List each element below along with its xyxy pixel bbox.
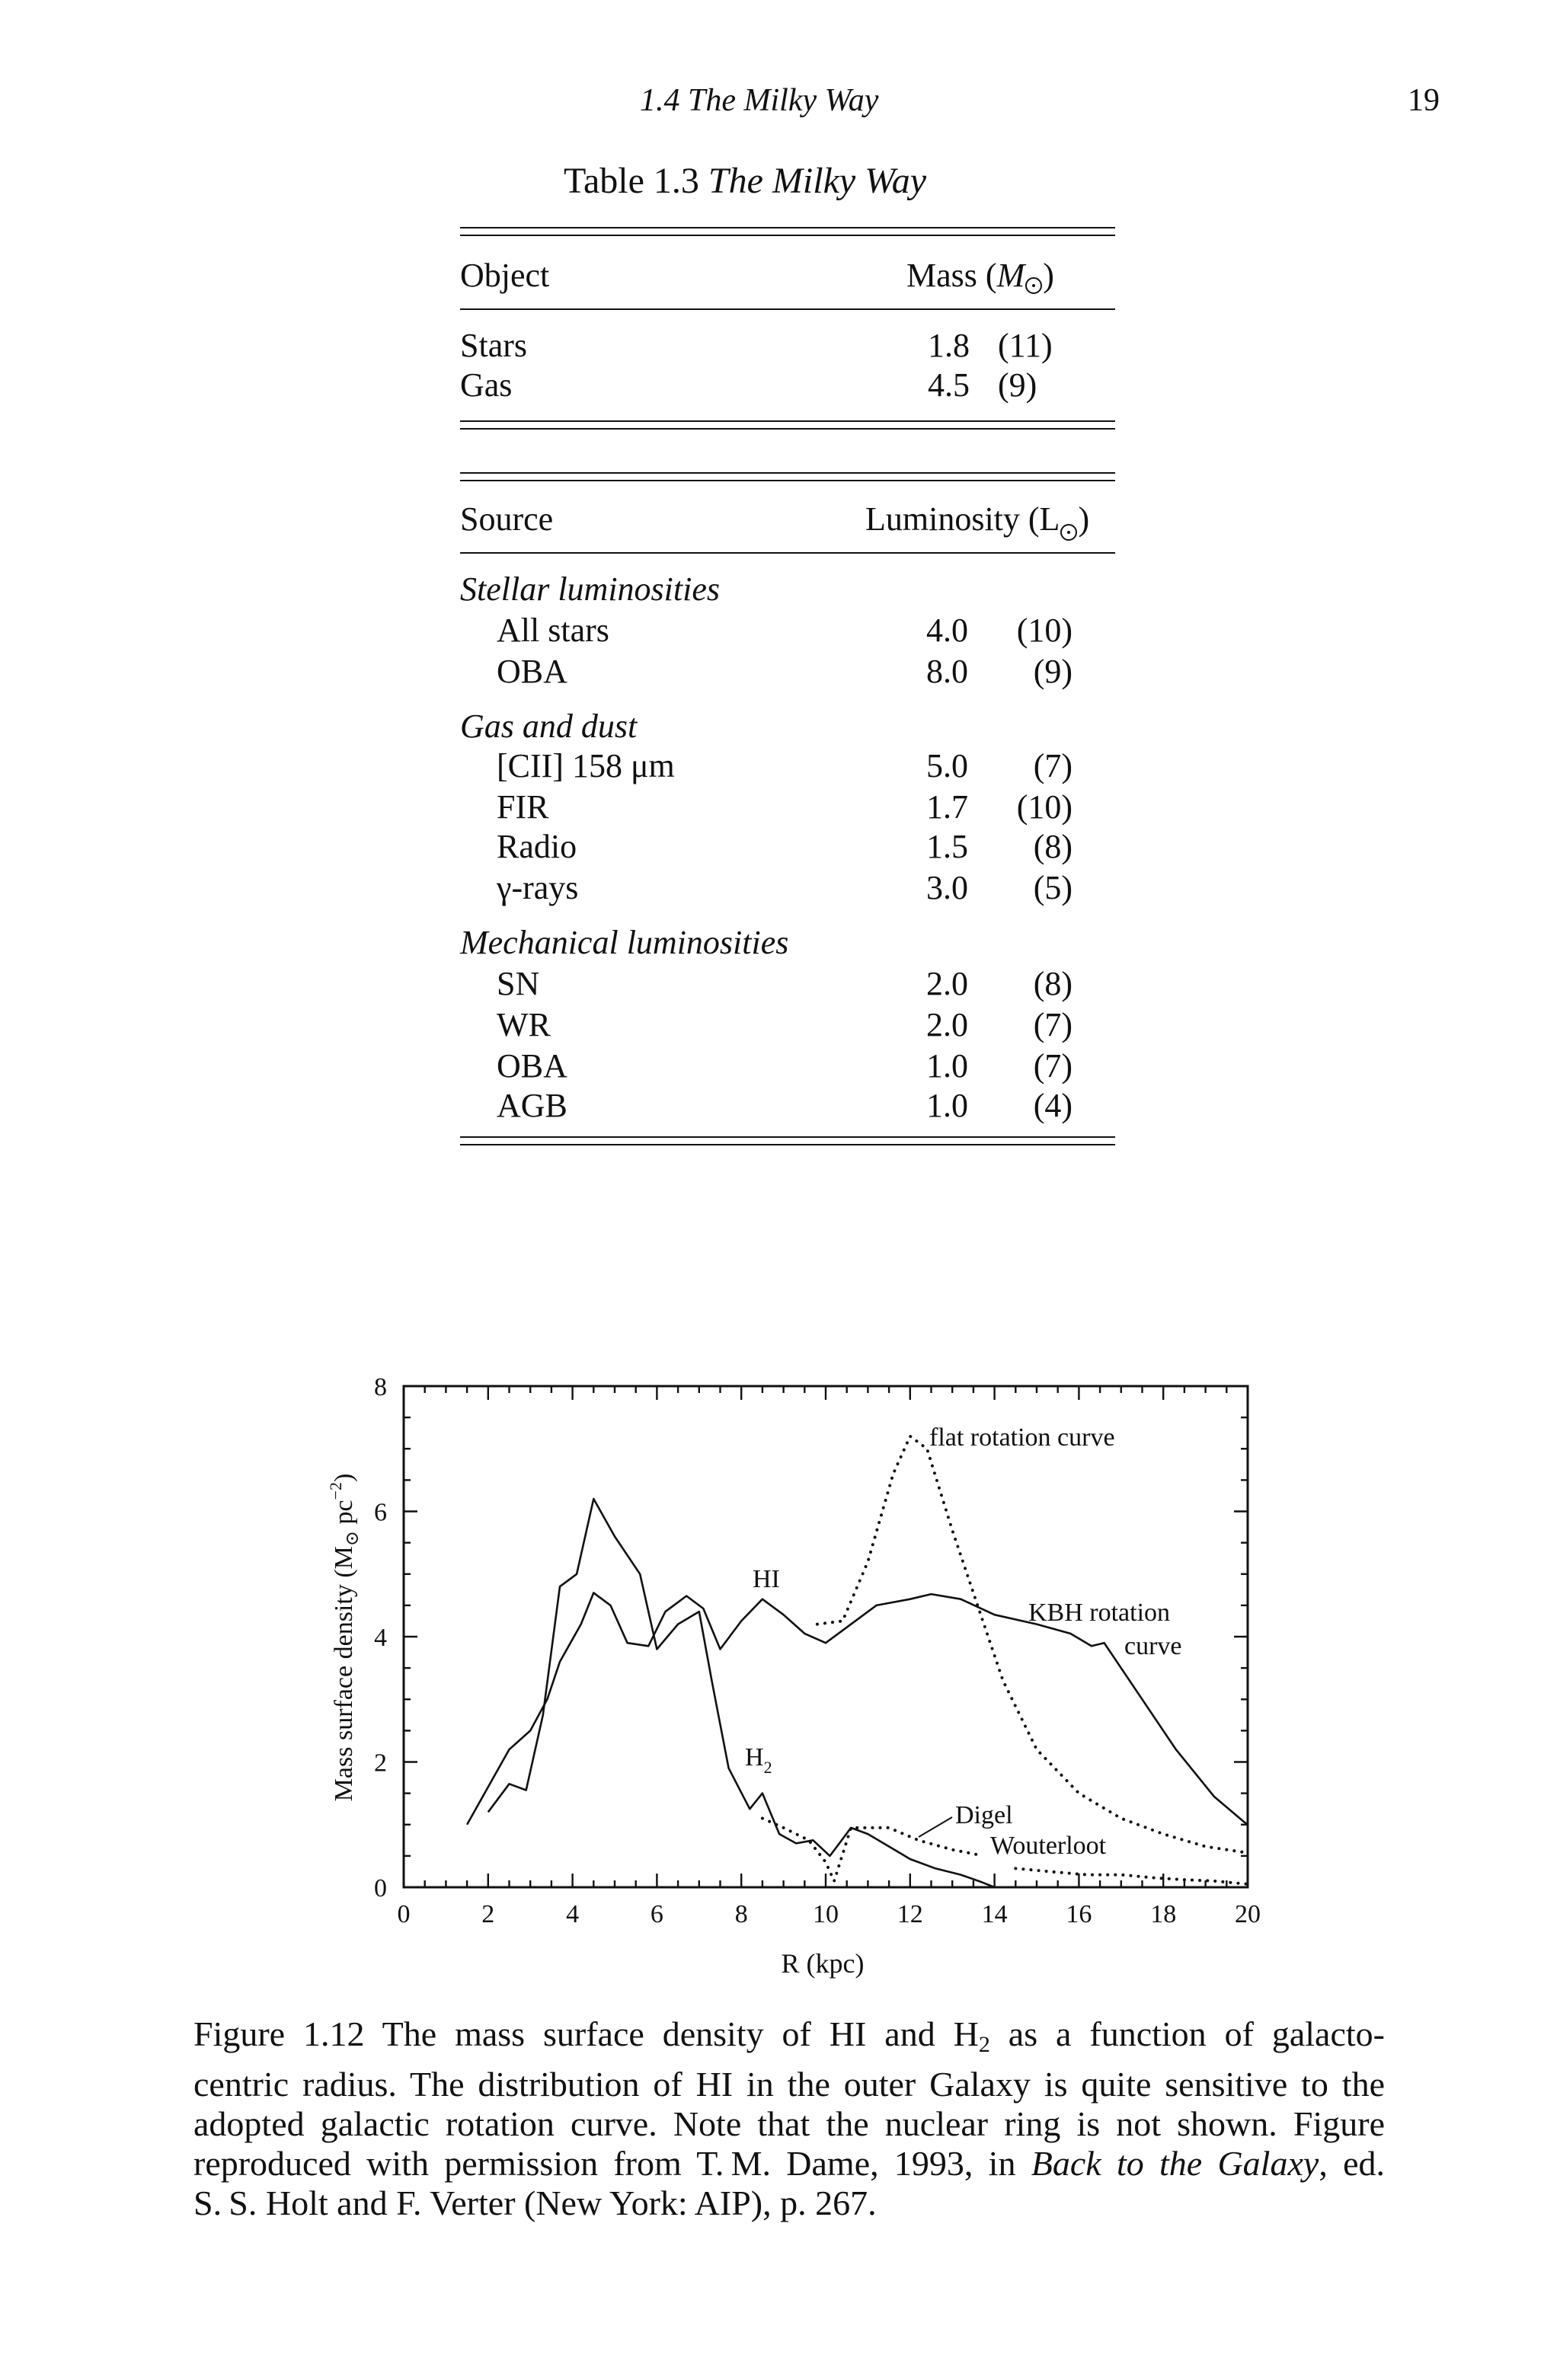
lum-col-source: Source [460,500,554,538]
y-axis-label-prefix: Mass surface density (M [330,1546,358,1802]
x-tick-label: 18 [1150,1900,1177,1928]
x-tick-label: 4 [566,1900,580,1928]
lum-group-title: Gas and dust [460,708,638,745]
table-name: The Milky Way [708,161,927,201]
lum-row-value: 2.0 [926,1006,968,1043]
sun-symbol-icon [1060,524,1077,541]
mass-row-name: Stars [460,327,527,364]
lum-rule-bottom-2 [460,1144,1115,1145]
y-axis-label-close: ) [330,1473,358,1482]
y-tick-label: 6 [374,1498,387,1527]
mass-row-exp: (9) [998,366,1037,404]
lum-row-name: OBA [497,1047,567,1085]
lum-row-exp: (7) [1033,1047,1072,1085]
y-axis-label-sun: ⊙ [343,1531,363,1547]
table-label: Table 1.3 [564,161,699,201]
lum-row-value: 8.0 [926,653,968,690]
lum-row-exp: (7) [1033,1006,1072,1043]
lum-row-name: OBA [497,653,567,690]
lum-row-name: γ-rays [497,869,579,906]
x-tick-label: 2 [481,1900,495,1928]
mass-density-chart [0,1340,1560,2011]
annotation-wouterloot: Wouterloot [990,1832,1107,1860]
lum-group-title: Mechanical luminosities [460,924,789,961]
y-tick-label: 2 [374,1749,387,1778]
lum-row-name: WR [497,1006,551,1043]
table-title [564,160,926,202]
table-rule-top-1 [460,227,1115,228]
x-tick-label: 0 [397,1900,411,1928]
x-tick-label: 8 [734,1900,748,1928]
series-h2-wouterloot [1015,1868,1248,1884]
chart-series [467,1436,1248,1887]
mass-row-value: 4.5 [928,366,970,404]
mass-row-value: 1.8 [928,327,970,364]
table-rule-header [460,308,1115,310]
x-tick-label: 6 [650,1900,663,1928]
lum-row-exp: (10) [1016,612,1072,649]
running-header-section: 1.4 The Milky Way [640,83,879,118]
lum-row-name: All stars [497,612,609,649]
axis-ticks [404,1386,1248,1887]
lum-row-value: 4.0 [926,612,968,649]
y-axis-label [326,1474,363,1802]
lum-row-exp: (9) [1033,653,1072,690]
page-number: 19 [1408,83,1440,118]
series-hi-flat-rotation-curve [817,1436,1248,1853]
lum-rule-bottom-1 [460,1136,1115,1138]
plot-frame [404,1386,1248,1887]
figure-caption [193,2014,1385,2223]
lum-group-title: Stellar luminosities [460,570,720,608]
lum-row-value: 3.0 [926,869,968,906]
x-tick-label: 16 [1066,1900,1092,1928]
lum-row-value: 1.5 [926,828,968,865]
lum-row-exp: (10) [1016,788,1072,826]
x-tick-label: 10 [813,1900,839,1928]
annotation-hi: HI [753,1565,780,1593]
annotation-h2: $H_2$ [745,1743,772,1777]
annotation-kbh-2: curve [1124,1632,1182,1660]
lum-row-value: 1.0 [926,1087,968,1124]
lum-row-name: FIR [497,788,549,826]
lum-row-name: AGB [497,1087,567,1124]
caption-line: Figure 1.12 The mass surface density of HI and $H_2$ as a function of galacto- [193,2014,1385,2057]
x-tick-label: 14 [981,1900,1008,1928]
lum-row-exp: (8) [1033,828,1072,865]
caption-line: adopted galactic rotation curve. Note that the nuclear ring is not shown. Figure [193,2104,1385,2143]
caption-line: centric radius. The distribution of HI in the outer Galaxy is quite sensitive to the [193,2065,1385,2104]
x-axis-label: R (kpc) [781,1948,865,1979]
y-tick-label: 8 [374,1373,387,1401]
lum-rule-header [460,552,1115,554]
lum-row-name: SN [497,965,540,1002]
sun-symbol-icon [1025,277,1042,294]
y-tick-label: 4 [374,1624,387,1652]
table-rule-bottom-1 [460,420,1115,422]
table-rule-top-2 [460,235,1115,236]
annotation-flat-rotation: flat rotation curve [929,1423,1115,1452]
lum-row-value: 1.7 [926,788,968,826]
lum-rule-top-1 [460,472,1115,474]
x-tick-label: 20 [1235,1900,1261,1928]
lum-row-value: 5.0 [926,747,968,784]
lum-row-name: [CII] 158 μm [497,747,675,784]
lum-row-name: Radio [497,828,577,865]
table-rule-bottom-2 [460,428,1115,430]
caption-line: S. S. Holt and F. Verter (New York: AIP), p. 267. [193,2184,877,2222]
mass-col-object: Object [460,257,550,294]
lum-row-exp: (4) [1033,1087,1072,1124]
series-h2 [488,1499,995,1887]
y-tick-label: 0 [374,1874,387,1902]
mass-col-mass: Mass (M ) [906,257,1054,294]
lum-row-exp: (7) [1033,747,1072,784]
mass-row-name: Gas [460,366,513,404]
lum-rule-top-2 [460,480,1115,481]
y-axis-label-mid: pc [330,1500,358,1532]
annotation-digel: Digel [955,1801,1013,1829]
mass-row-exp: (11) [998,327,1053,364]
lum-row-exp: (8) [1033,965,1072,1002]
lum-row-exp: (5) [1033,869,1072,906]
lum-col-luminosity: Luminosity (L ) [865,503,1089,541]
y-axis-label-exp: −2 [326,1482,345,1500]
lum-row-value: 1.0 [926,1047,968,1085]
x-tick-label: 12 [897,1900,923,1928]
digel-leader-line [919,1817,952,1837]
series-hi [467,1593,1248,1824]
lum-row-value: 2.0 [926,965,968,1002]
caption-line: reproduced with permission from T. M. Dame, 1993, in Back to the Galaxy, ed. [193,2144,1386,2183]
annotation-kbh-1: KBH rotation [1028,1599,1171,1627]
